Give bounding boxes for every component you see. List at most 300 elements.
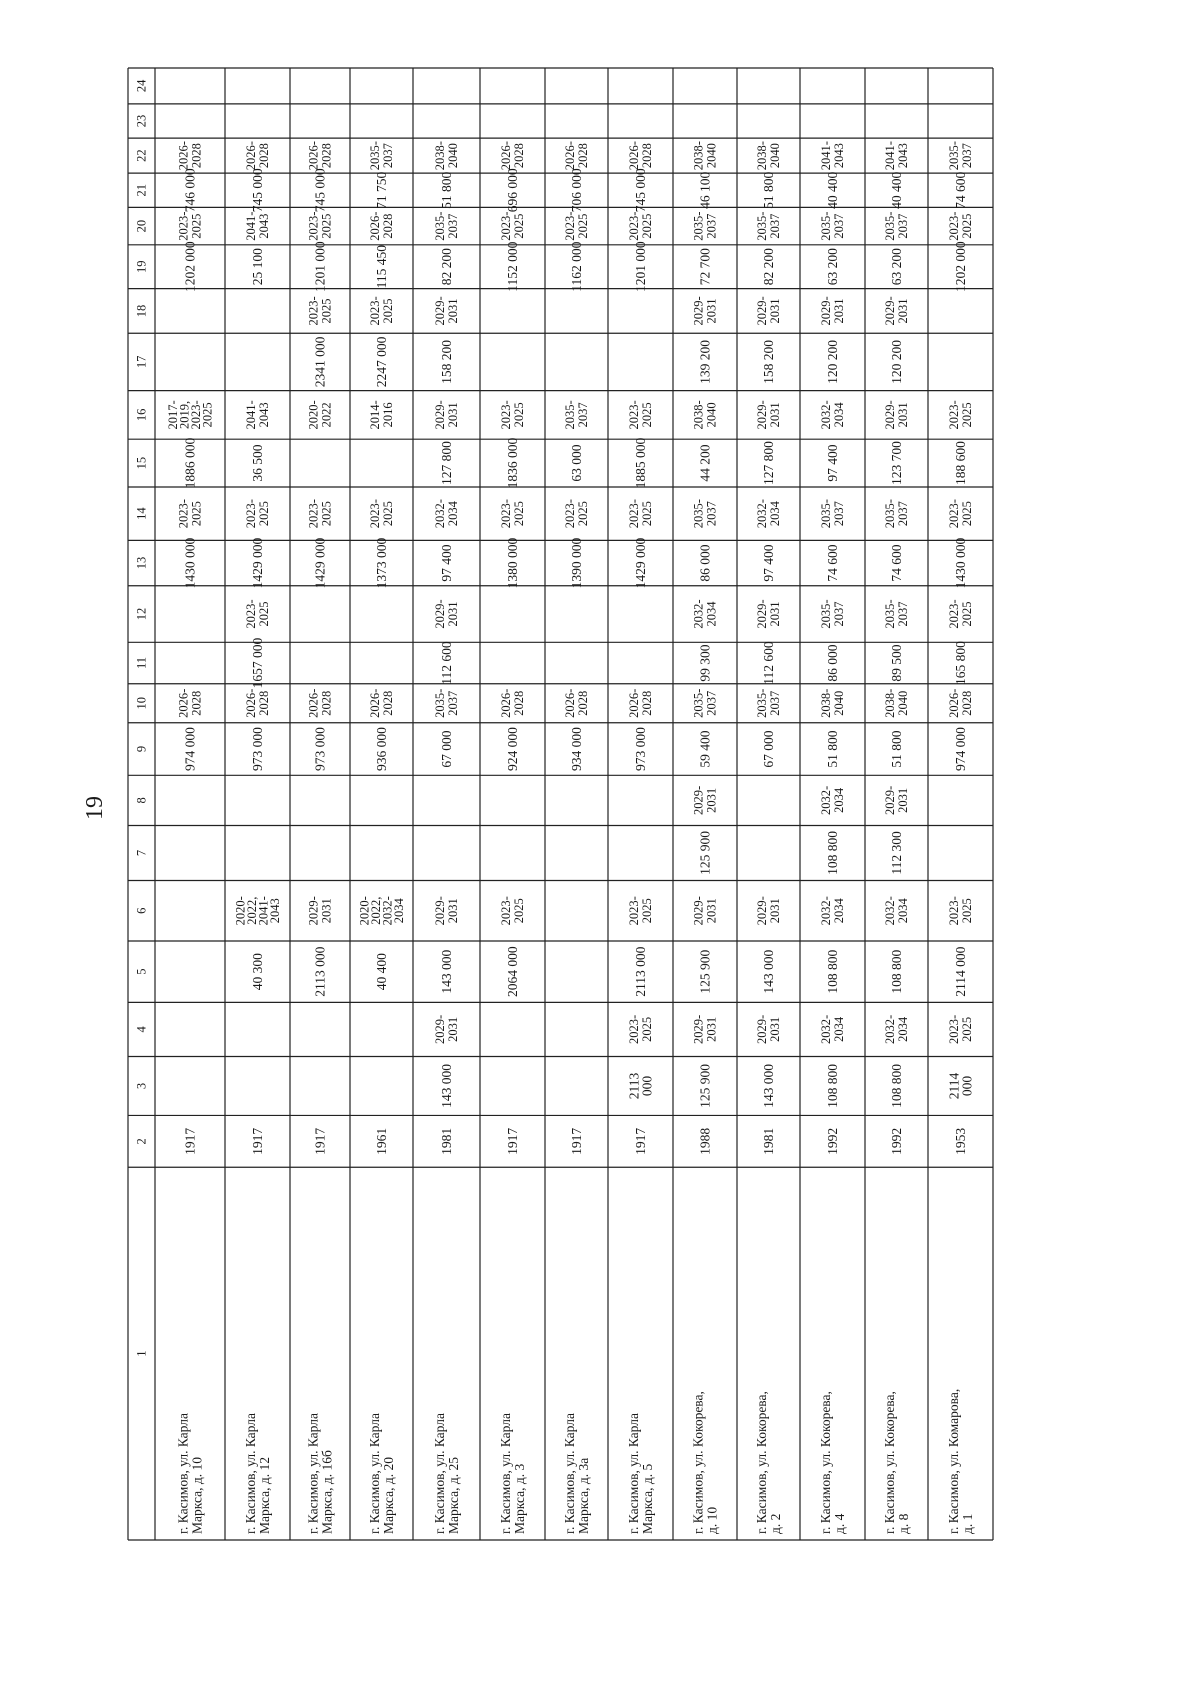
table-cell — [177, 689, 204, 718]
svg-text:2029-: 2029- — [433, 599, 447, 629]
column-header-2 — [135, 1138, 149, 1144]
table-cell — [244, 400, 271, 429]
table-cell — [883, 599, 910, 628]
table-cell — [499, 689, 526, 718]
svg-text:2031: 2031 — [704, 1016, 719, 1042]
svg-text:2038-: 2038- — [691, 400, 706, 430]
column-header-5 — [135, 969, 149, 975]
table-cell — [433, 1015, 460, 1044]
svg-text:108 800: 108 800 — [889, 949, 904, 994]
table-cell — [439, 1128, 454, 1155]
svg-text:2023-: 2023- — [947, 211, 961, 241]
svg-text:2031: 2031 — [446, 898, 460, 924]
svg-text:2023-: 2023- — [563, 499, 577, 529]
svg-text:2031: 2031 — [896, 787, 910, 813]
svg-text:2037: 2037 — [768, 213, 782, 239]
table-cell — [819, 599, 846, 628]
table-cell — [698, 340, 713, 384]
svg-text:2029-: 2029- — [306, 896, 321, 926]
table-cell — [633, 168, 648, 212]
row-address — [626, 1413, 655, 1534]
svg-text:000: 000 — [639, 1075, 655, 1097]
svg-text:2025: 2025 — [960, 898, 974, 924]
svg-text:2037: 2037 — [896, 213, 910, 239]
svg-text:2038-: 2038- — [883, 688, 897, 718]
table-cell — [183, 168, 198, 212]
table-cell — [183, 1128, 198, 1155]
svg-text:924 000: 924 000 — [505, 727, 520, 771]
table-cell — [433, 599, 460, 628]
table-cell — [627, 400, 654, 429]
svg-text:20: 20 — [134, 219, 149, 233]
svg-text:97 400: 97 400 — [439, 544, 454, 582]
table-cell — [250, 168, 265, 212]
svg-text:г. Касимов, ул. Кокорева,: г. Касимов, ул. Кокорева, — [754, 1391, 769, 1534]
svg-text:2035-: 2035- — [368, 141, 382, 171]
svg-text:973 000: 973 000 — [633, 727, 648, 771]
table-cell — [819, 400, 846, 429]
svg-text:2114: 2114 — [946, 1072, 962, 1100]
svg-text:82 200: 82 200 — [761, 248, 776, 286]
svg-text:2023-: 2023- — [627, 896, 641, 926]
svg-text:2025: 2025 — [512, 898, 526, 924]
table-cell — [755, 896, 782, 925]
svg-text:2034: 2034 — [832, 1016, 846, 1042]
table-cell — [698, 1064, 713, 1108]
svg-text:2029-: 2029- — [691, 896, 706, 926]
table-cell — [563, 141, 590, 170]
svg-text:1201 000: 1201 000 — [312, 241, 328, 293]
svg-text:2031: 2031 — [446, 1016, 460, 1042]
svg-text:2043: 2043 — [257, 402, 271, 428]
svg-text:2035-: 2035- — [563, 400, 577, 430]
table-cell — [755, 689, 782, 718]
svg-text:139 200: 139 200 — [697, 339, 713, 384]
svg-text:123 700: 123 700 — [889, 441, 904, 486]
svg-text:2026-: 2026- — [627, 141, 641, 171]
row-address — [176, 1413, 205, 1534]
table-cell — [244, 141, 271, 170]
table-cell — [374, 727, 389, 771]
table-cell — [698, 730, 713, 767]
table-cell — [889, 441, 904, 485]
table-cell — [569, 168, 584, 212]
table-cell — [755, 141, 782, 170]
svg-text:112 600: 112 600 — [761, 641, 776, 685]
svg-text:11: 11 — [134, 656, 149, 670]
svg-text:2025: 2025 — [576, 501, 590, 527]
svg-text:2037: 2037 — [896, 501, 910, 527]
table-cell — [569, 727, 584, 771]
table-cell — [374, 336, 389, 387]
svg-text:97 400: 97 400 — [825, 444, 840, 482]
svg-text:2031: 2031 — [704, 787, 719, 813]
svg-text:2023-: 2023- — [499, 211, 513, 241]
svg-text:2023-: 2023- — [306, 296, 321, 326]
table-cell — [692, 599, 719, 628]
svg-text:Маркса, д. 10: Маркса, д. 10 — [189, 1457, 205, 1534]
table-cell — [755, 599, 782, 628]
svg-text:2034: 2034 — [768, 501, 782, 527]
svg-text:16: 16 — [134, 408, 149, 422]
table-cell — [357, 896, 406, 925]
svg-text:67 000: 67 000 — [439, 730, 454, 768]
svg-text:158 200: 158 200 — [439, 339, 454, 384]
svg-text:2040: 2040 — [896, 690, 910, 716]
svg-text:2025: 2025 — [960, 601, 974, 627]
table-cell — [947, 1015, 974, 1044]
svg-text:2037: 2037 — [704, 213, 719, 239]
svg-text:2037: 2037 — [832, 601, 846, 627]
svg-text:1992: 1992 — [825, 1127, 840, 1155]
svg-text:745 000: 745 000 — [250, 168, 265, 213]
table-cell — [439, 441, 454, 485]
svg-text:112 300: 112 300 — [889, 831, 904, 875]
svg-text:2026-: 2026- — [499, 141, 513, 171]
svg-text:24: 24 — [134, 79, 149, 93]
column-header-8 — [135, 797, 149, 803]
table-cell — [889, 544, 904, 581]
svg-text:2038-: 2038- — [819, 688, 833, 718]
table-cell — [563, 689, 590, 718]
table-cell — [692, 212, 719, 241]
table-cell — [368, 141, 395, 170]
svg-text:2020-: 2020- — [306, 400, 321, 430]
svg-text:2020-: 2020- — [233, 896, 248, 926]
table-cell — [889, 1064, 904, 1108]
table-cell — [439, 641, 454, 685]
table-cell — [633, 537, 648, 588]
table-cell — [825, 949, 840, 993]
svg-text:1202 000: 1202 000 — [953, 241, 968, 293]
svg-text:2113: 2113 — [626, 1072, 642, 1100]
svg-text:19: 19 — [134, 260, 149, 273]
table-cell — [433, 141, 460, 170]
svg-text:2038-: 2038- — [691, 141, 706, 171]
table-cell — [698, 644, 713, 681]
table-cell — [627, 1015, 654, 1044]
svg-text:2026-: 2026- — [244, 688, 258, 718]
svg-text:40 300: 40 300 — [250, 953, 265, 991]
table-cell — [889, 340, 904, 384]
table-cell — [883, 1015, 910, 1044]
svg-text:1981: 1981 — [439, 1127, 454, 1155]
table-cell — [244, 212, 271, 241]
row-address — [946, 1389, 975, 1534]
table-cell — [250, 1128, 265, 1155]
svg-text:120 200: 120 200 — [825, 339, 840, 384]
svg-text:2023-: 2023- — [499, 896, 513, 926]
svg-text:2031: 2031 — [446, 298, 460, 324]
table-cell — [569, 444, 584, 481]
table-cell — [698, 831, 713, 875]
svg-text:2029-: 2029- — [755, 400, 769, 430]
svg-text:2035-: 2035- — [433, 211, 447, 241]
table-cell — [953, 1128, 968, 1155]
svg-text:Маркса, д. 3а: Маркса, д. 3а — [576, 1457, 591, 1534]
svg-text:973 000: 973 000 — [312, 727, 328, 771]
table-cell — [439, 248, 454, 285]
table-cell — [183, 727, 198, 771]
table-cell — [692, 400, 719, 429]
svg-text:2029-: 2029- — [755, 599, 769, 629]
svg-text:1657 000: 1657 000 — [250, 637, 265, 689]
svg-text:2034: 2034 — [896, 1016, 910, 1042]
svg-text:2025: 2025 — [381, 501, 395, 527]
svg-text:1201 000: 1201 000 — [633, 241, 648, 293]
svg-text:2026-: 2026- — [306, 688, 321, 718]
svg-text:2031: 2031 — [768, 402, 782, 428]
svg-text:2023-: 2023- — [368, 499, 382, 529]
svg-text:934 000: 934 000 — [569, 727, 584, 771]
svg-text:51 800: 51 800 — [761, 171, 776, 209]
svg-text:2040: 2040 — [446, 143, 460, 169]
table-cell — [499, 499, 526, 528]
table-cell — [439, 949, 454, 993]
table-cell — [825, 1128, 840, 1155]
svg-text:д. 2: д. 2 — [768, 1513, 783, 1534]
svg-text:д. 8: д. 8 — [896, 1513, 911, 1534]
table-cell — [953, 171, 968, 208]
table-cell — [307, 400, 334, 429]
svg-text:2025: 2025 — [381, 298, 395, 324]
svg-text:2031: 2031 — [446, 601, 460, 627]
table-cell — [307, 896, 334, 925]
svg-text:89 500: 89 500 — [889, 644, 904, 682]
svg-text:1390 000: 1390 000 — [569, 537, 584, 589]
svg-text:2028: 2028 — [640, 690, 654, 716]
svg-text:2025: 2025 — [512, 213, 526, 239]
table-cell — [755, 1015, 782, 1044]
svg-text:2043: 2043 — [267, 898, 282, 924]
table-cell — [947, 499, 974, 528]
svg-text:1917: 1917 — [569, 1127, 584, 1155]
svg-text:3: 3 — [134, 1082, 149, 1090]
svg-text:2034: 2034 — [446, 501, 460, 527]
svg-text:1162 000: 1162 000 — [569, 241, 584, 292]
svg-text:2037: 2037 — [381, 143, 395, 169]
svg-text:2029-: 2029- — [755, 1014, 769, 1045]
table-grid-lines — [128, 68, 993, 1540]
column-header-4 — [135, 1026, 149, 1033]
svg-text:2028: 2028 — [576, 690, 590, 716]
table-cell — [953, 727, 968, 771]
table-cell — [313, 727, 328, 771]
table-cell — [183, 241, 198, 292]
table-cell — [505, 1128, 520, 1155]
table-cell — [883, 212, 910, 241]
svg-text:17: 17 — [134, 355, 149, 369]
svg-text:4: 4 — [134, 1026, 149, 1033]
column-header-20 — [135, 220, 149, 233]
table-cell — [627, 896, 654, 925]
svg-text:2025: 2025 — [319, 298, 334, 324]
svg-text:Маркса, д. 12: Маркса, д. 12 — [257, 1457, 272, 1534]
svg-text:40 400: 40 400 — [889, 171, 904, 209]
table-cell — [889, 248, 904, 285]
table-cell — [433, 212, 460, 241]
svg-text:2025: 2025 — [576, 213, 590, 239]
svg-text:108 800: 108 800 — [825, 831, 840, 875]
table-cell — [374, 171, 389, 208]
table-cell — [692, 1015, 719, 1044]
table-cell — [313, 946, 328, 996]
svg-text:51 800: 51 800 — [889, 730, 904, 768]
svg-text:2014-: 2014- — [368, 400, 382, 430]
table-cell — [433, 296, 460, 325]
table-cell — [883, 296, 910, 325]
svg-text:86 000: 86 000 — [697, 544, 713, 582]
table-cell — [368, 499, 395, 528]
column-header-6 — [135, 908, 149, 914]
svg-text:44 200: 44 200 — [697, 444, 713, 482]
table-cell — [947, 689, 974, 718]
svg-text:2031: 2031 — [896, 298, 910, 324]
svg-text:1953: 1953 — [953, 1127, 968, 1155]
svg-text:1917: 1917 — [182, 1127, 198, 1155]
svg-text:8: 8 — [134, 797, 149, 804]
svg-text:2028: 2028 — [381, 690, 395, 716]
svg-text:14: 14 — [134, 507, 149, 520]
svg-text:д. 1: д. 1 — [960, 1513, 975, 1534]
table-cell — [233, 896, 282, 925]
table-cell — [177, 212, 204, 241]
svg-text:2037: 2037 — [768, 690, 782, 716]
row-address — [498, 1413, 527, 1534]
svg-text:9: 9 — [134, 745, 149, 753]
column-header-1 — [135, 1350, 149, 1356]
svg-text:2023-: 2023- — [627, 1014, 641, 1045]
svg-text:2: 2 — [134, 1138, 149, 1145]
svg-text:2017-: 2017- — [165, 400, 180, 430]
column-header-11 — [135, 657, 149, 669]
svg-text:74 600: 74 600 — [953, 171, 968, 209]
svg-text:Маркса, д. 3: Маркса, д. 3 — [512, 1463, 527, 1534]
table-cell — [439, 171, 454, 208]
row-address — [306, 1413, 335, 1534]
svg-text:13: 13 — [134, 556, 149, 570]
table-cell — [947, 212, 974, 241]
table-cell — [505, 537, 520, 588]
svg-text:2037: 2037 — [576, 402, 590, 428]
svg-text:2035-: 2035- — [819, 599, 833, 629]
svg-text:1430 000: 1430 000 — [182, 537, 198, 589]
svg-text:2038-: 2038- — [755, 141, 769, 171]
table-cell — [761, 641, 776, 685]
svg-text:2032-: 2032- — [883, 1014, 897, 1045]
table-cell — [825, 1064, 840, 1108]
svg-text:2032-: 2032- — [691, 599, 706, 629]
table-cell — [825, 340, 840, 384]
table-cell — [250, 637, 265, 688]
table-cell — [953, 241, 968, 292]
svg-text:2041-: 2041- — [819, 141, 833, 171]
svg-text:2028: 2028 — [319, 143, 334, 169]
column-header-10 — [135, 697, 149, 710]
svg-text:2029-: 2029- — [691, 785, 706, 816]
svg-text:2041-: 2041- — [883, 141, 897, 171]
svg-text:86 000: 86 000 — [825, 644, 840, 682]
svg-text:696 000: 696 000 — [505, 168, 520, 213]
table-cell — [825, 248, 840, 285]
svg-text:2031: 2031 — [768, 298, 782, 324]
table-cell — [692, 499, 719, 528]
svg-text:г. Касимов, ул. Кокорева,: г. Касимов, ул. Кокорева, — [690, 1391, 706, 1534]
table-cell — [761, 1128, 776, 1155]
svg-text:2029-: 2029- — [691, 296, 706, 326]
svg-text:1430 000: 1430 000 — [953, 537, 968, 589]
table-cell — [633, 241, 648, 292]
svg-text:745 000: 745 000 — [633, 168, 648, 213]
table-cell — [439, 1064, 454, 1108]
table-cell — [825, 730, 840, 767]
svg-text:Маркса, д. 20: Маркса, д. 20 — [381, 1457, 396, 1534]
svg-text:1: 1 — [134, 1350, 149, 1357]
svg-text:2043: 2043 — [257, 213, 271, 239]
table-cell — [368, 212, 395, 241]
svg-text:2026-: 2026- — [176, 141, 191, 171]
svg-text:143 000: 143 000 — [761, 949, 776, 994]
svg-text:2029-: 2029- — [433, 1014, 447, 1045]
svg-text:2035-: 2035- — [755, 211, 769, 241]
table-cell — [307, 689, 334, 718]
svg-text:36 500: 36 500 — [250, 444, 265, 482]
svg-text:2037: 2037 — [960, 143, 974, 169]
table-cell — [633, 727, 648, 771]
svg-text:2025: 2025 — [640, 402, 654, 428]
svg-text:2034: 2034 — [896, 898, 910, 924]
svg-text:2035-: 2035- — [883, 599, 897, 629]
svg-text:108 800: 108 800 — [825, 1064, 840, 1108]
svg-text:2032-: 2032- — [819, 400, 833, 430]
table-cell — [819, 786, 846, 815]
table-cell — [250, 953, 265, 990]
svg-text:745 000: 745 000 — [312, 168, 328, 213]
svg-text:2025: 2025 — [960, 501, 974, 527]
svg-text:2032-: 2032- — [883, 896, 897, 926]
row-address — [562, 1413, 591, 1534]
table-cell — [889, 644, 904, 681]
svg-text:23: 23 — [134, 114, 149, 128]
svg-text:2032-: 2032- — [819, 896, 833, 926]
table-cell — [761, 248, 776, 285]
table-cell — [761, 544, 776, 581]
table-cell — [439, 730, 454, 767]
page-number: 19 — [82, 796, 108, 820]
svg-text:2023-: 2023- — [947, 400, 961, 430]
svg-text:6: 6 — [134, 907, 149, 914]
svg-text:2029-: 2029- — [433, 400, 447, 430]
table-cell — [313, 168, 328, 212]
table-cell — [313, 336, 328, 387]
svg-text:2025: 2025 — [257, 601, 271, 627]
row-address — [243, 1413, 272, 1534]
table-cell — [698, 1128, 713, 1155]
table-cell — [505, 438, 520, 489]
table-cell — [947, 599, 974, 628]
svg-text:2025: 2025 — [189, 501, 204, 527]
svg-text:2035-: 2035- — [691, 211, 706, 241]
svg-text:936 000: 936 000 — [374, 727, 389, 771]
table-cell — [250, 727, 265, 771]
svg-text:2026-: 2026- — [563, 688, 577, 718]
svg-text:2028: 2028 — [257, 690, 271, 716]
table-cell — [633, 946, 648, 996]
table-cell — [627, 1072, 655, 1099]
svg-text:2025: 2025 — [640, 898, 654, 924]
table-cell — [819, 1015, 846, 1044]
column-header-16 — [135, 409, 149, 422]
